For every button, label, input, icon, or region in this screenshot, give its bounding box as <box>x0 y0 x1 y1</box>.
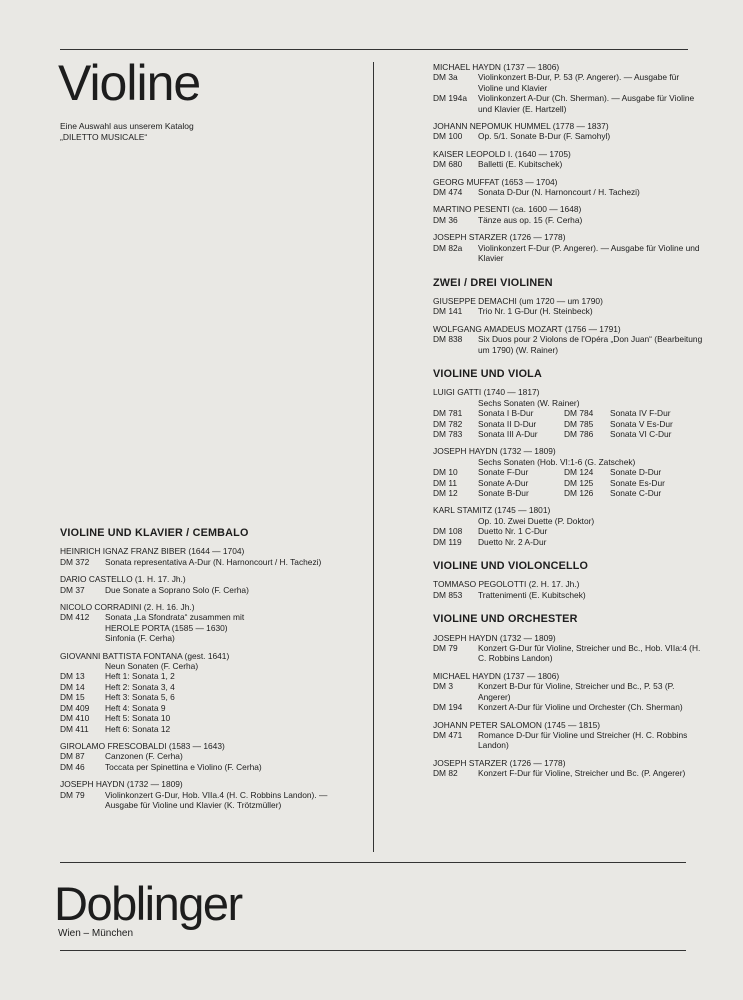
entry-description: Heft 5: Sonata 10 <box>105 713 171 724</box>
catalog-number: DM 411 <box>60 723 89 734</box>
catalog-number: DM 100 <box>433 131 463 142</box>
entry-description: Duetto Nr. 1 C-Dur <box>478 526 548 537</box>
catalog-number: DM 471 <box>433 729 463 740</box>
publisher-logo: Doblinger <box>54 877 242 930</box>
catalog-number <box>60 633 105 643</box>
entry-description: Six Duos pour 2 Violons de l’Opéra „Don Juan“ (Bearbeitung um 1790) (W. Rainer) <box>478 334 703 355</box>
series-note: Neun Sonaten (F. Cerha) <box>105 661 199 672</box>
entry-description: Sinfonia (F. Cerha) <box>105 633 175 644</box>
composer-block <box>60 574 350 595</box>
series-note: Sechs Sonaten (Hob. VI:1-6 (G. Zatschek) <box>478 456 636 467</box>
composer-block <box>433 387 703 439</box>
catalog-number: DM 412 <box>60 612 90 623</box>
composer-block <box>433 505 703 547</box>
section-heading: VIOLINE UND KLAVIER / CEMBALO <box>60 527 249 539</box>
entry-description: Sonata II D-Dur <box>478 418 537 429</box>
composer-name: JOSEPH STARZER (1726 — 1778) <box>433 757 566 768</box>
column-divider <box>373 62 374 852</box>
composer-block <box>60 651 350 734</box>
catalog-number <box>60 623 105 633</box>
catalog-number: DM 10 <box>433 467 458 478</box>
section-violine-viola <box>433 369 703 547</box>
composer-name: WOLFGANG AMADEUS MOZART (1756 — 1791) <box>433 323 621 334</box>
composer-name: KAISER LEOPOLD I. (1640 — 1705) <box>433 148 571 159</box>
catalog-entry <box>60 671 350 681</box>
entry-description: Heft 3: Sonata 5, 6 <box>105 692 175 703</box>
footer-top-rule <box>60 862 686 863</box>
series-note: Sechs Sonaten (W. Rainer) <box>478 397 580 408</box>
catalog-entry <box>60 713 350 723</box>
composer-name: GEORG MUFFAT (1653 — 1704) <box>433 176 558 187</box>
entry-description: Sonata V Es-Dur <box>610 418 673 429</box>
section-heading: VIOLINE UND VIOLONCELLO <box>433 560 589 573</box>
entry-description: Canzonen (F. Cerha) <box>105 751 183 762</box>
composer-block <box>433 177 703 198</box>
catalog-entry <box>433 72 703 93</box>
catalog-entry <box>433 537 703 547</box>
catalog-entry <box>60 724 350 734</box>
section-zwei-drei-violinen <box>433 278 703 355</box>
top-rule <box>60 49 688 50</box>
catalog-number: DM 141 <box>433 306 463 317</box>
entry-description: Sonata representativa A-Dur (N. Harnoncourt / H. Tachezi) <box>105 556 322 567</box>
subtitle-line: „DILETTO MUSICALE“ <box>60 131 148 142</box>
catalog-entry <box>60 682 350 692</box>
catalog-number: DM 3a <box>433 72 458 83</box>
entry-description: Trio Nr. 1 G-Dur (H. Steinbeck) <box>478 306 593 317</box>
catalog-number: DM 82a <box>433 242 463 253</box>
entry-description: Balletti (E. Kubitschek) <box>478 159 563 170</box>
composer-block <box>60 546 350 567</box>
composer-block <box>433 720 703 751</box>
composer-block <box>433 446 703 498</box>
composer-name: LUIGI GATTI (1740 — 1817) <box>433 387 540 398</box>
catalog-number: DM 783 <box>433 428 463 439</box>
catalog-entry <box>433 131 703 141</box>
composer-block <box>433 296 703 317</box>
left-column <box>60 528 350 817</box>
catalog-entry <box>433 306 703 316</box>
composer-block <box>433 671 703 713</box>
section-heading: VIOLINE UND ORCHESTER <box>433 613 578 626</box>
catalog-number: DM 82 <box>433 768 458 779</box>
subtitle-line: Eine Auswahl aus unserem Katalog <box>60 121 194 131</box>
catalog-entry <box>60 633 350 643</box>
entry-description: Sonate A-Dur <box>478 477 529 488</box>
entry-description: Konzert F-Dur für Violine, Streicher und Bc. (P. Angerer) <box>478 768 686 779</box>
catalog-number: DM 79 <box>60 789 85 800</box>
composer-block <box>433 204 703 225</box>
entry-description: HEROLE PORTA (1585 — 1630) <box>105 622 228 633</box>
composer-name: JOSEPH HAYDN (1732 — 1809) <box>433 446 556 457</box>
catalog-number: DM 680 <box>433 159 463 170</box>
composer-name: GIUSEPPE DEMACHI (um 1720 — um 1790) <box>433 295 603 306</box>
entry-description: Sonata IV F-Dur <box>610 408 671 419</box>
catalog-entry <box>60 557 350 567</box>
catalog-entry <box>60 585 350 595</box>
catalog-number: DM 13 <box>60 671 85 682</box>
catalog-entry <box>60 751 350 761</box>
entry-description: Trattenimenti (E. Kubitschek) <box>478 589 586 600</box>
composer-block <box>60 602 350 644</box>
catalog-entry <box>60 623 350 633</box>
catalog-number: DM 785 <box>564 418 594 429</box>
catalog-number: DM 838 <box>433 334 463 345</box>
catalog-entry <box>433 215 703 225</box>
catalog-number: DM 474 <box>433 187 463 198</box>
catalog-entry <box>60 692 350 702</box>
catalog-entry <box>433 681 703 702</box>
catalog-number: DM 124 <box>564 467 594 478</box>
composer-name: MICHAEL HAYDN (1737 — 1806) <box>433 62 560 72</box>
composer-name: GIROLAMO FRESCOBALDI (1583 — 1643) <box>60 740 225 751</box>
section-violine-violoncello <box>433 561 703 600</box>
entry-description: Sonata „La Sfondrata“ zusammen mit <box>105 612 245 623</box>
page-title: Violine <box>58 55 201 111</box>
catalog-number: DM 782 <box>433 418 463 429</box>
catalog-number: DM 11 <box>433 477 458 488</box>
catalog-entry <box>433 93 703 114</box>
catalog-number: DM 781 <box>433 408 463 419</box>
catalog-number: DM 119 <box>433 536 462 547</box>
series-note: Op. 10. Zwei Duette (P. Doktor) <box>478 515 595 526</box>
entry-description: Sonata III A-Dur <box>478 428 538 439</box>
catalog-number: DM 15 <box>60 692 85 703</box>
catalog-number: DM 36 <box>433 214 458 225</box>
catalog-number: DM 37 <box>60 584 85 595</box>
section-continued <box>433 62 703 264</box>
entry-description: Romance D-Dur für Violine und Streicher (H. C. Robbins Landon) <box>478 729 688 751</box>
catalog-number: DM 87 <box>60 751 85 762</box>
entry-description: Violinkonzert F-Dur (P. Angerer). — Ausgabe für Violine und Klavier <box>478 242 700 264</box>
publisher-cities: Wien – München <box>58 928 134 939</box>
entry-description: Violinkonzert A-Dur (Ch. Sherman). — Ausgabe für Violine und Klavier (E. Hartzell) <box>478 93 695 114</box>
catalog-entry <box>433 768 703 778</box>
entry-description: Due Sonate a Soprano Solo (F. Cerha) <box>105 584 249 595</box>
entry-description: Konzert A-Dur für Violine und Orchester (Ch. Sherman) <box>478 702 683 713</box>
entry-description: Heft 6: Sonata 12 <box>105 723 171 734</box>
entry-description: Heft 2: Sonata 3, 4 <box>105 681 175 692</box>
entry-description: Tänze aus op. 15 (F. Cerha) <box>478 214 583 225</box>
entry-description: Violinkonzert B-Dur, P. 53 (P. Angerer). — Ausgabe für Violine und Klavier <box>478 72 680 93</box>
catalog-entry-pair <box>433 488 703 498</box>
composer-block <box>433 324 703 355</box>
composer-block <box>433 232 703 263</box>
catalog-entry <box>433 243 703 264</box>
catalog-number: DM 12 <box>433 488 458 498</box>
catalog-entry <box>60 762 350 772</box>
composer-name: JOSEPH STARZER (1726 — 1778) <box>433 232 566 243</box>
entry-description: Violinkonzert G-Dur, Hob. VIIa.4 (H. C. Robbins Landon). — Ausgabe für Violine und Klavier (K. Trötzmüller) <box>105 789 328 810</box>
composer-block <box>433 62 703 114</box>
composer-name: GIOVANNI BATTISTA FONTANA (gest. 1641) <box>60 650 230 661</box>
composer-block <box>433 579 703 600</box>
composer-name: TOMMASO PEGOLOTTI (2. H. 17. Jh.) <box>433 579 580 590</box>
entry-description: Sonate F-Dur <box>478 467 529 478</box>
catalog-number: DM 14 <box>60 681 85 692</box>
entry-description: Sonate B-Dur <box>478 488 529 498</box>
entry-description: Sonata D-Dur (N. Harnoncourt / H. Tachezi) <box>478 187 640 198</box>
composer-name: HEINRICH IGNAZ FRANZ BIBER (1644 — 1704) <box>60 546 245 557</box>
catalog-subtitle <box>60 121 194 142</box>
composer-name: KARL STAMITZ (1745 — 1801) <box>433 505 551 516</box>
catalog-number: DM 3 <box>433 681 454 692</box>
entry-description: Sonate Es-Dur <box>610 477 665 488</box>
entry-description: Sonata VI C-Dur <box>610 428 672 439</box>
composer-name: JOSEPH HAYDN (1732 — 1809) <box>433 632 556 643</box>
section-violine-orchester <box>433 614 703 778</box>
catalog-entry-pair <box>433 467 703 477</box>
entry-description: Konzert G-Dur für Violine, Streicher und Bc., Hob. VIIa:4 (H. C. Robbins Landon) <box>478 643 701 664</box>
catalog-number: DM 46 <box>60 761 85 772</box>
entry-description: Sonate D-Dur <box>610 467 662 478</box>
catalog-entry <box>433 187 703 197</box>
composer-name: NICOLO CORRADINI (2. H. 16. Jh.) <box>60 602 195 613</box>
section-heading: ZWEI / DREI VIOLINEN <box>433 276 553 289</box>
entry-description: Sonata I B-Dur <box>478 408 534 419</box>
composer-block <box>433 758 703 779</box>
catalog-entry <box>433 730 703 751</box>
entry-description: Duetto Nr. 2 A-Dur <box>478 536 547 547</box>
composer-name: JOHANN PETER SALOMON (1745 — 1815) <box>433 719 601 730</box>
catalog-number: DM 194 <box>433 702 463 713</box>
catalog-entry-pair <box>433 429 703 439</box>
right-column <box>433 62 703 793</box>
catalog-number: DM 410 <box>60 713 90 724</box>
catalog-number: DM 372 <box>60 556 90 567</box>
entry-description: Op. 5/1. Sonate B-Dur (F. Samohyl) <box>478 131 611 142</box>
composer-name: DARIO CASTELLO (1. H. 17. Jh.) <box>60 574 186 585</box>
composer-block <box>60 779 350 810</box>
entry-description: Heft 1: Sonata 1, 2 <box>105 671 175 682</box>
catalog-entry <box>60 703 350 713</box>
footer-bottom-rule <box>60 950 686 951</box>
catalog-entry <box>433 334 703 355</box>
composer-block <box>433 633 703 664</box>
section-heading: VIOLINE UND VIOLA <box>433 367 542 380</box>
catalog-entry-pair <box>433 408 703 418</box>
catalog-number: DM 126 <box>564 488 594 498</box>
catalog-entry <box>60 612 350 622</box>
catalog-number: DM 194a <box>433 93 467 104</box>
entry-description: Sonate C-Dur <box>610 488 662 498</box>
catalog-entry <box>433 702 703 712</box>
composer-block <box>433 149 703 170</box>
entry-description: Toccata per Spinettina e Violino (F. Cerha) <box>105 761 262 772</box>
catalog-entry <box>433 526 703 536</box>
catalog-entry-pair <box>433 478 703 488</box>
catalog-entry <box>433 159 703 169</box>
catalog-number: DM 108 <box>433 526 463 537</box>
entry-description: Konzert B-Dur für Violine, Streicher und Bc., P. 53 (P. Angerer) <box>478 681 675 702</box>
catalog-number: DM 409 <box>60 702 90 713</box>
catalog-entry <box>60 790 350 811</box>
composer-name: JOSEPH HAYDN (1732 — 1809) <box>60 779 183 790</box>
catalog-number: DM 853 <box>433 589 463 600</box>
composer-block <box>60 741 350 772</box>
catalog-number: DM 79 <box>433 643 458 654</box>
entry-description: Heft 4: Sonata 9 <box>105 702 166 713</box>
catalog-entry <box>433 590 703 600</box>
catalog-number: DM 125 <box>564 477 594 488</box>
catalog-entry <box>433 643 703 664</box>
catalog-number: DM 784 <box>564 408 594 419</box>
composer-name: MICHAEL HAYDN (1737 — 1806) <box>433 670 560 681</box>
catalog-entry-pair <box>433 419 703 429</box>
composer-name: JOHANN NEPOMUK HUMMEL (1778 — 1837) <box>433 121 609 132</box>
composer-name: MARTINO PESENTI (ca. 1600 — 1648) <box>433 204 582 215</box>
composer-block <box>433 121 703 142</box>
catalog-number: DM 786 <box>564 428 594 439</box>
